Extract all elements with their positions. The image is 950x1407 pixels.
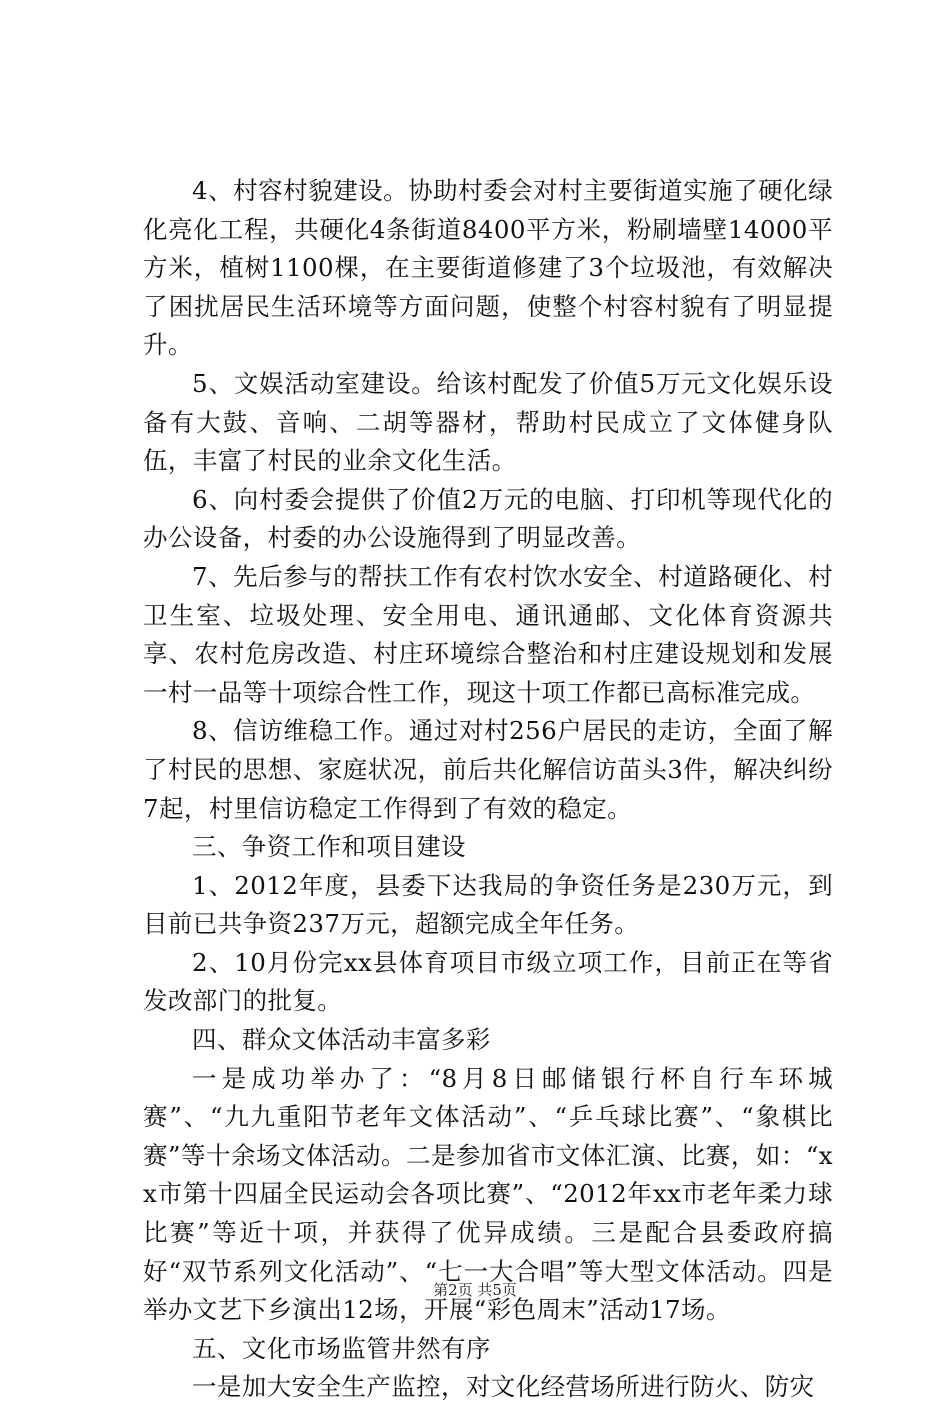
paragraph-funding-task: 1、2012年度，县委下达我局的争资任务是230万元，到目前已共争资237万元，超额完成全年任务。: [143, 870, 833, 939]
paragraph-sports-project: 2、10月份完xx县体育项目市级立项工作，目前正在等省发改部门的批复。: [143, 947, 833, 1016]
paragraph-activity-room: 5、文娱活动室建设。给该村配发了价值5万元文化娱乐设备有大鼓、音响、二胡等器材，帮助村民成立了文体健身队伍，丰富了村民的业余文化生活。: [143, 368, 833, 476]
paragraph-office-equipment: 6、向村委会提供了价值2万元的电脑、打印机等现代化的办公设备，村委的办公设施得到了明显改善。: [143, 484, 833, 553]
paragraph-safety-supervision: 一是加大安全生产监控，对文化经营场所进行防火、防灾: [192, 1372, 815, 1402]
paragraph-petition-stability: 8、信访维稳工作。通过对村256户居民的走访，全面了解了村民的思想、家庭状况，前后共化解信访苗头3件，解决纠纷7起，村里信访稳定工作得到了有效的稳定。: [143, 716, 833, 823]
section-heading-market-supervision: 五、文化市场监管井然有序: [192, 1333, 491, 1363]
paragraph-assistance-work: 7、先后参与的帮扶工作有农村饮水安全、村道路硬化、村卫生室、垃圾处理、安全用电、通讯通邮、文化体育资源共享、农村危房改造、村庄环境综合整治和村庄建设规划和发展一村一品等十项综合性工作，现这十项工作都已高标准完成。: [143, 561, 833, 707]
document-body: [143, 172, 833, 1407]
page-number-footer: 第2页 共5页: [433, 1281, 517, 1299]
section-heading-cultural-activities: 四、群众文体活动丰富多彩: [192, 1025, 491, 1055]
paragraph-cultural-activities: 一是成功举办了：“8月8日邮储银行杯自行车环城赛”、“九九重阳节老年文体活动”、“乒乓球比赛”、“象棋比赛”等十余场文体活动。二是参加省市文体汇演、比赛，如：“xx市第十四届全民运动会各项比赛”、“2012年xx市老年柔力球比赛”等近十项，并获得了优异成绩。三是配合县委政府搞好“双节系列文化活动”、“七一大合唱”等大型文体活动。四是举办文艺下乡演出12场，开展“彩色周末”活动17场。: [143, 1063, 833, 1325]
section-heading-funding: 三、争资工作和项目建设: [192, 832, 466, 862]
paragraph-village-appearance: 4、村容村貌建设。协助村委会对村主要街道实施了硬化绿化亮化工程，共硬化4条街道8400平方米，粉刷墙壁14000平方米，植树1100棵，在主要街道修建了3个垃圾池，有效解决了困扰居民生活环境等方面问题，使整个村容村貌有了明显提升。: [143, 176, 833, 360]
